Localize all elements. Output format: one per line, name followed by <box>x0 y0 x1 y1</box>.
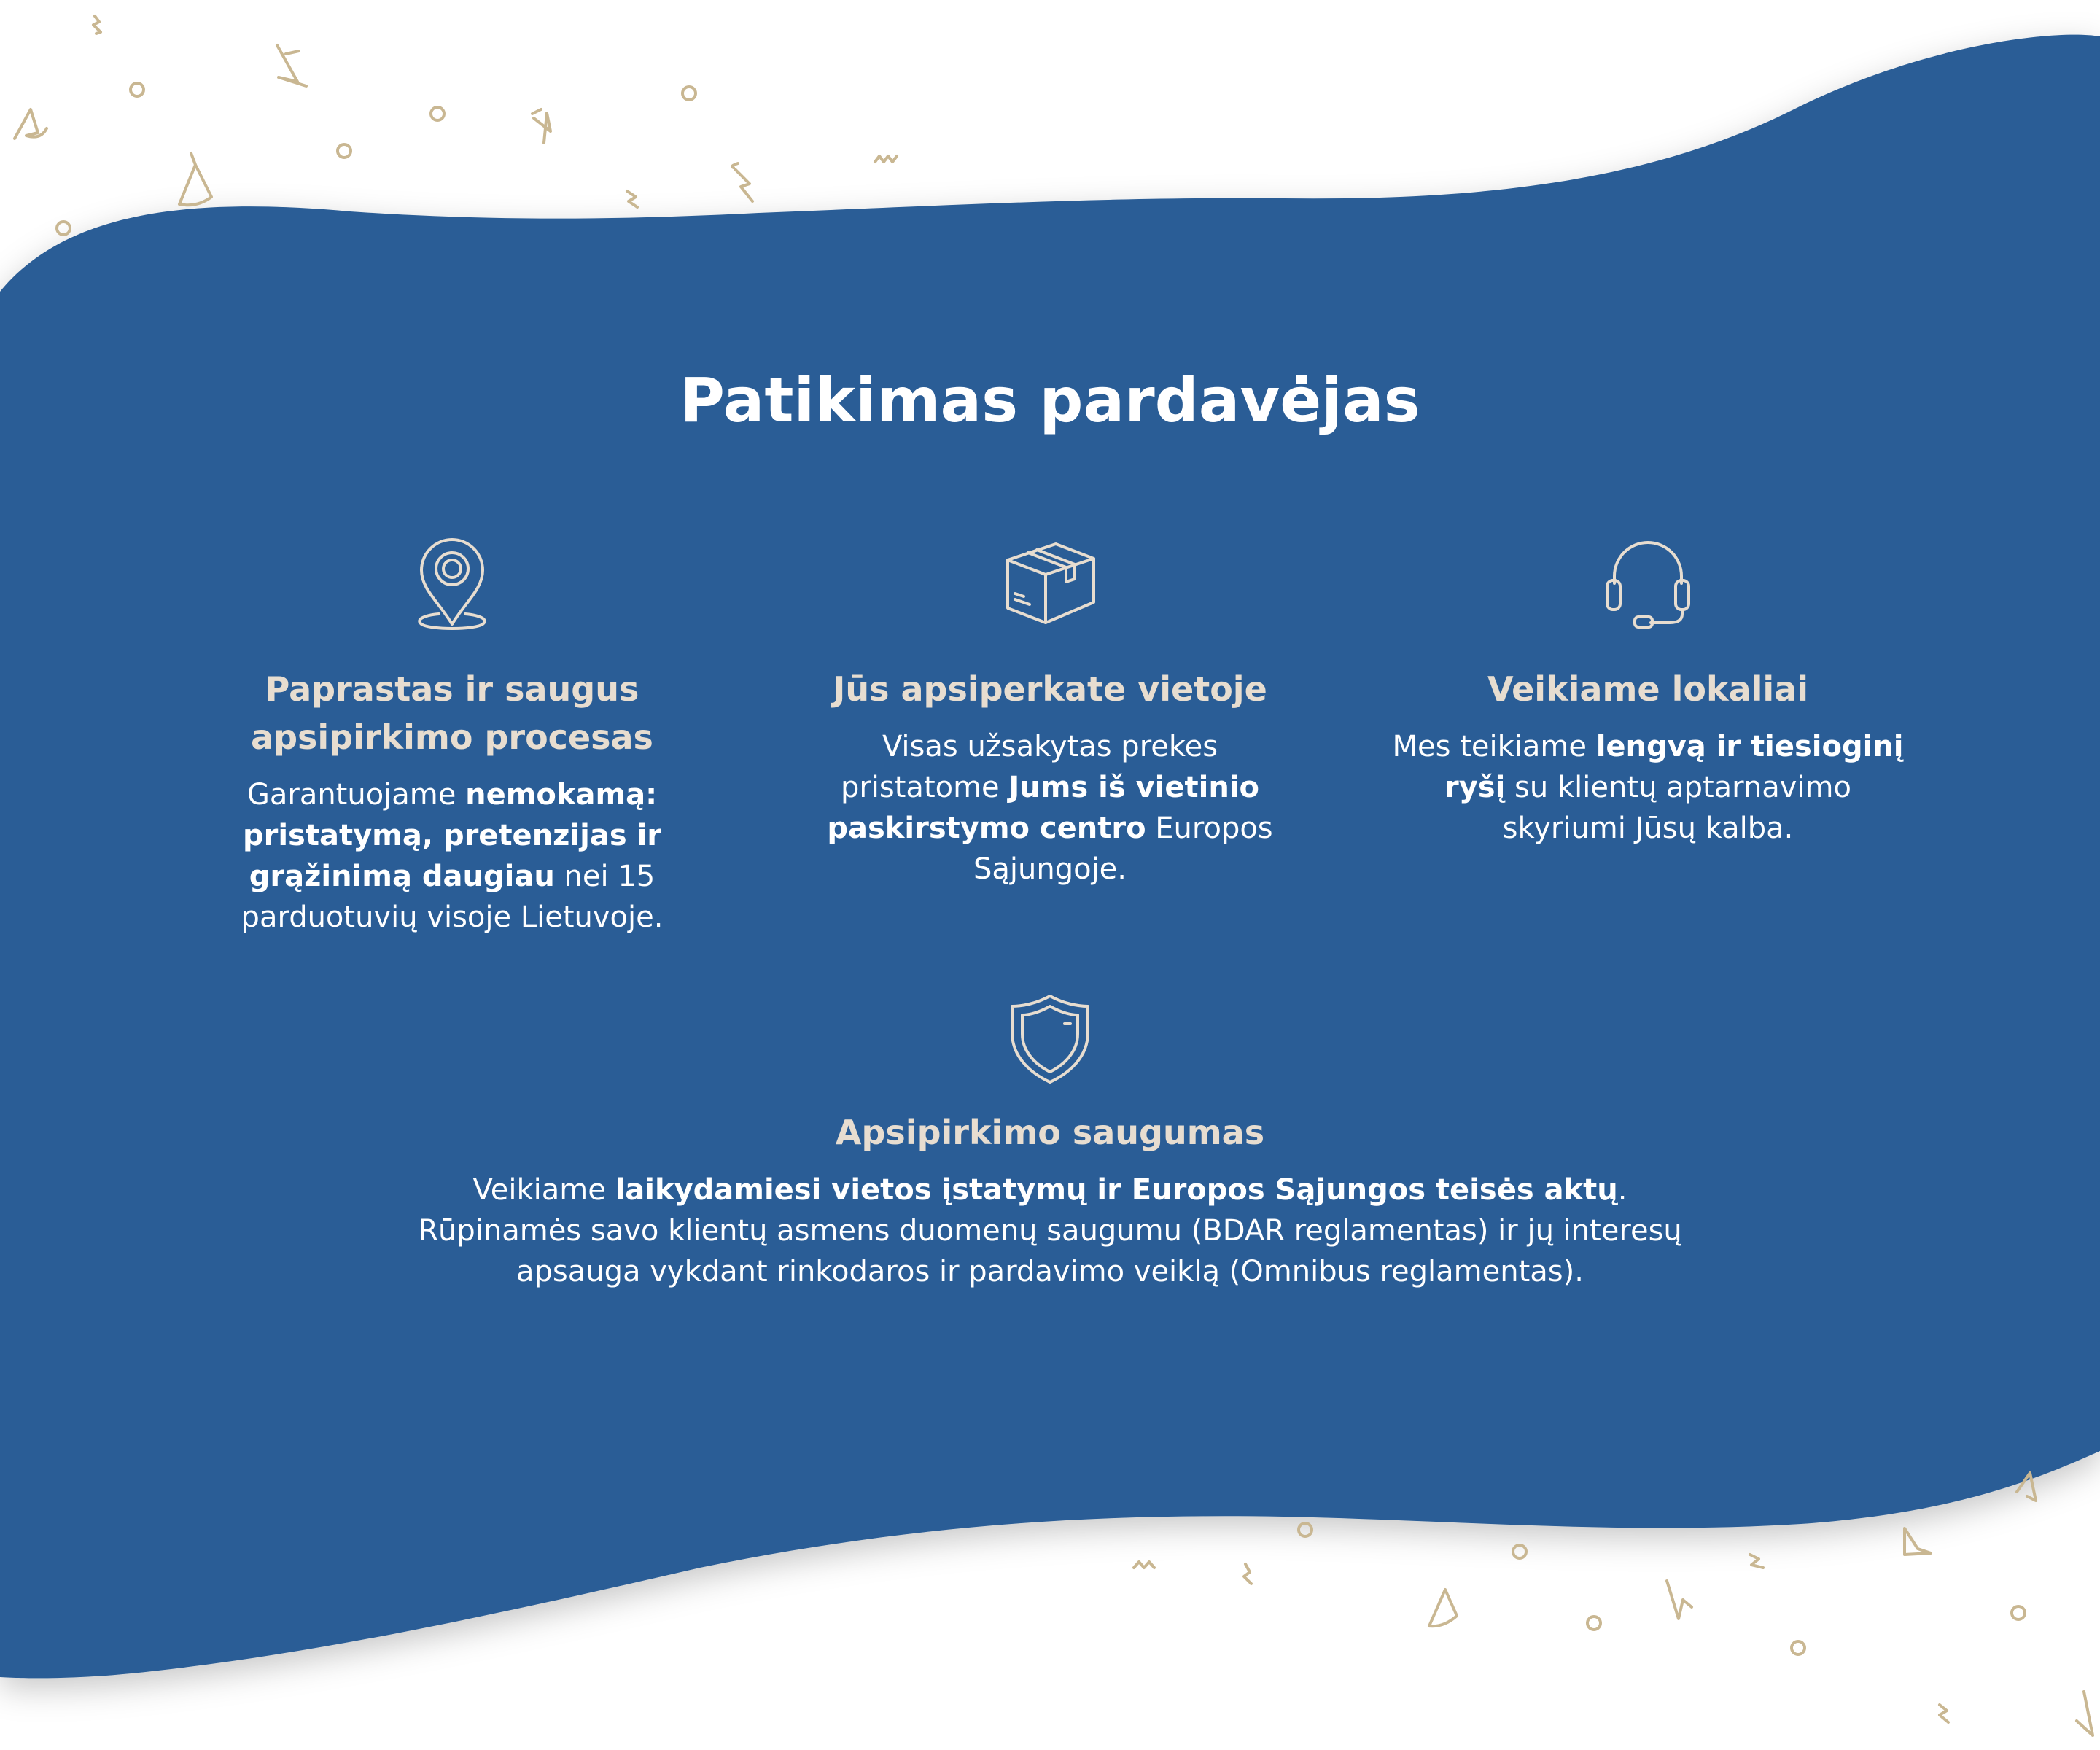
feature-text <box>211 774 693 938</box>
text-run: Visas užsakytas prekes pristatome <box>840 730 1218 804</box>
text-run: Mes teikiame <box>1392 730 1596 763</box>
feature-title: Paprastas ir saugus apsipirkimo procesas <box>251 669 653 757</box>
text-run-bold: nemokamą: pristatymą, pretenzijas ir grąžinimą daugiau <box>242 778 662 893</box>
text-run: Europos Sąjungoje. <box>973 812 1273 886</box>
shield-icon <box>1006 992 1094 1086</box>
text-run-bold: lengvą ir tiesioginį ryšį <box>1444 730 1904 804</box>
feature-simple-safe-shopping <box>211 532 693 938</box>
feature-text <box>408 1170 1692 1292</box>
feature-text <box>1389 726 1907 849</box>
feature-shopping-security <box>408 992 1692 1292</box>
location-pin-icon <box>401 532 503 634</box>
text-run-bold: Jums iš vietinio paskirstymo centro <box>827 771 1260 845</box>
text-run: Garantuojame <box>246 778 466 812</box>
text-run-bold: laikydamiesi vietos įstatymų ir Europos Sąjungos teisės aktų <box>615 1173 1618 1207</box>
decor-top-left <box>15 16 897 235</box>
feature-title: Jūs apsiperkate vietoje <box>833 669 1267 709</box>
text-run: nei 15 parduotuvių visoje Lietuvoje. <box>241 860 664 934</box>
feature-title: Apsipirkimo saugumas <box>835 1113 1265 1152</box>
package-box-icon <box>999 532 1101 634</box>
text-run: Veikiame <box>472 1173 615 1207</box>
text-run: . Rūpinamės savo klientų asmens duomenų saugumu (BDAR reglamentas) ir jų interesų apsauga vykdant rinkodaros ir pardavimo veiklą (Omnibus reglamentas). <box>418 1173 1682 1288</box>
feature-text <box>817 726 1283 890</box>
text-run: su klientų aptarnavimo skyriumi Jūsų kalba. <box>1502 771 1851 845</box>
feature-title: Veikiame lokaliai <box>1488 669 1808 709</box>
headset-icon <box>1597 532 1699 634</box>
feature-operate-locally <box>1389 532 1907 849</box>
feature-shop-locally <box>817 532 1283 890</box>
page-title: Patikimas pardavėjas <box>680 365 1420 436</box>
